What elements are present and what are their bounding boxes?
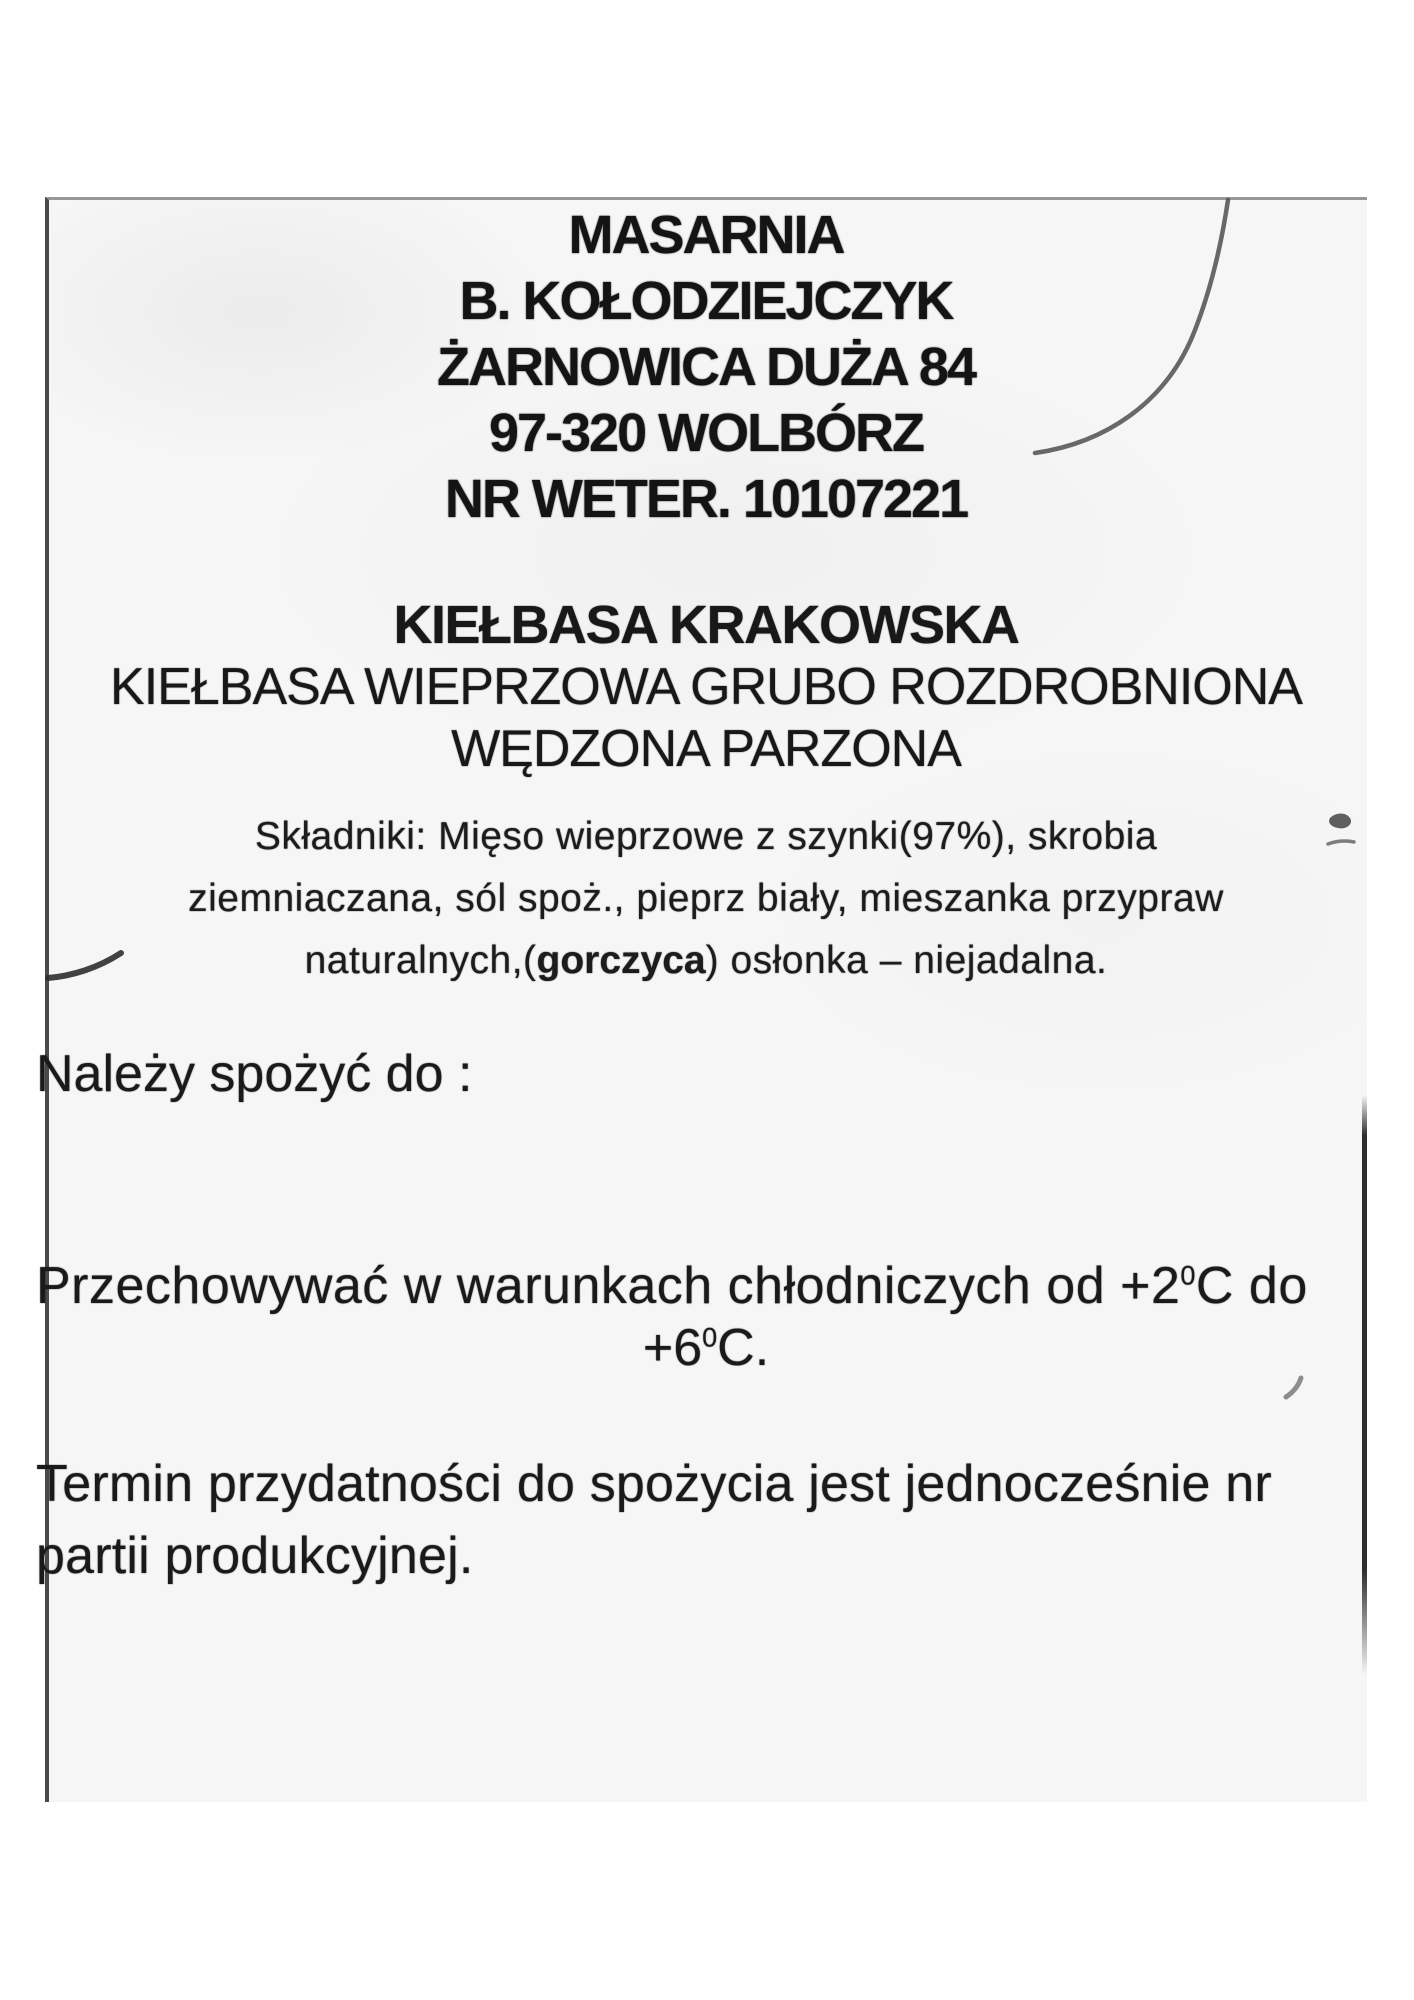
best-before-text: Należy spożyć do : (36, 1045, 473, 1103)
storage-line1 (36, 1256, 1308, 1316)
batch-note (36, 1448, 1272, 1592)
product-description-line1: KIEŁBASA WIEPRZOWA GRUBO ROZDROBNIONA (110, 658, 1302, 716)
batch-note-line1: Termin przydatności do spożycia jest jednocześnie nr (36, 1455, 1272, 1513)
storage-line1-post: C do (1195, 1257, 1308, 1315)
ingredients-line3-pre: naturalnych,( (304, 939, 537, 982)
ingredients-line3 (45, 930, 1367, 992)
batch-note-line2: partii produkcyjnej. (36, 1527, 474, 1585)
producer-name: MASARNIA (568, 205, 844, 265)
producer-city: 97-320 WOLBÓRZ (488, 403, 924, 463)
product-block (45, 594, 1367, 780)
producer-owner: B. KOŁODZIEJCZYK (459, 271, 953, 331)
producer-header (45, 202, 1367, 532)
producer-vet-number: NR WETER. 10107221 (444, 469, 968, 529)
ingredients-line1: Składniki: Mięso wieprzowe z szynki(97%), skrobia (254, 815, 1158, 858)
ingredients-line3-bold: gorczyca (536, 939, 706, 982)
storage-degree-sup1: 0 (1180, 1260, 1196, 1291)
storage-line2-post: C. (717, 1319, 770, 1377)
product-name: KIEŁBASA KRAKOWSKA (393, 595, 1019, 655)
ingredients-block (45, 806, 1367, 992)
storage-line1-pre: Przechowywać w warunkach chłodniczych od +2 (36, 1257, 1181, 1315)
product-description-line2: WĘDZONA PARZONA (451, 720, 961, 778)
ingredients-line2: ziemniaczana, sól spoż., pieprz biały, mieszanka przypraw (188, 877, 1224, 920)
storage-line2 (45, 1318, 1367, 1378)
storage-degree-sup2: 0 (702, 1322, 718, 1353)
storage-line2-pre: +6 (642, 1319, 703, 1377)
ingredients-line3-post: ) osłonka – niejadalna. (705, 939, 1108, 982)
producer-street: ŻARNOWICA DUŻA 84 (437, 337, 975, 397)
label-right-edge (1362, 1095, 1367, 1675)
